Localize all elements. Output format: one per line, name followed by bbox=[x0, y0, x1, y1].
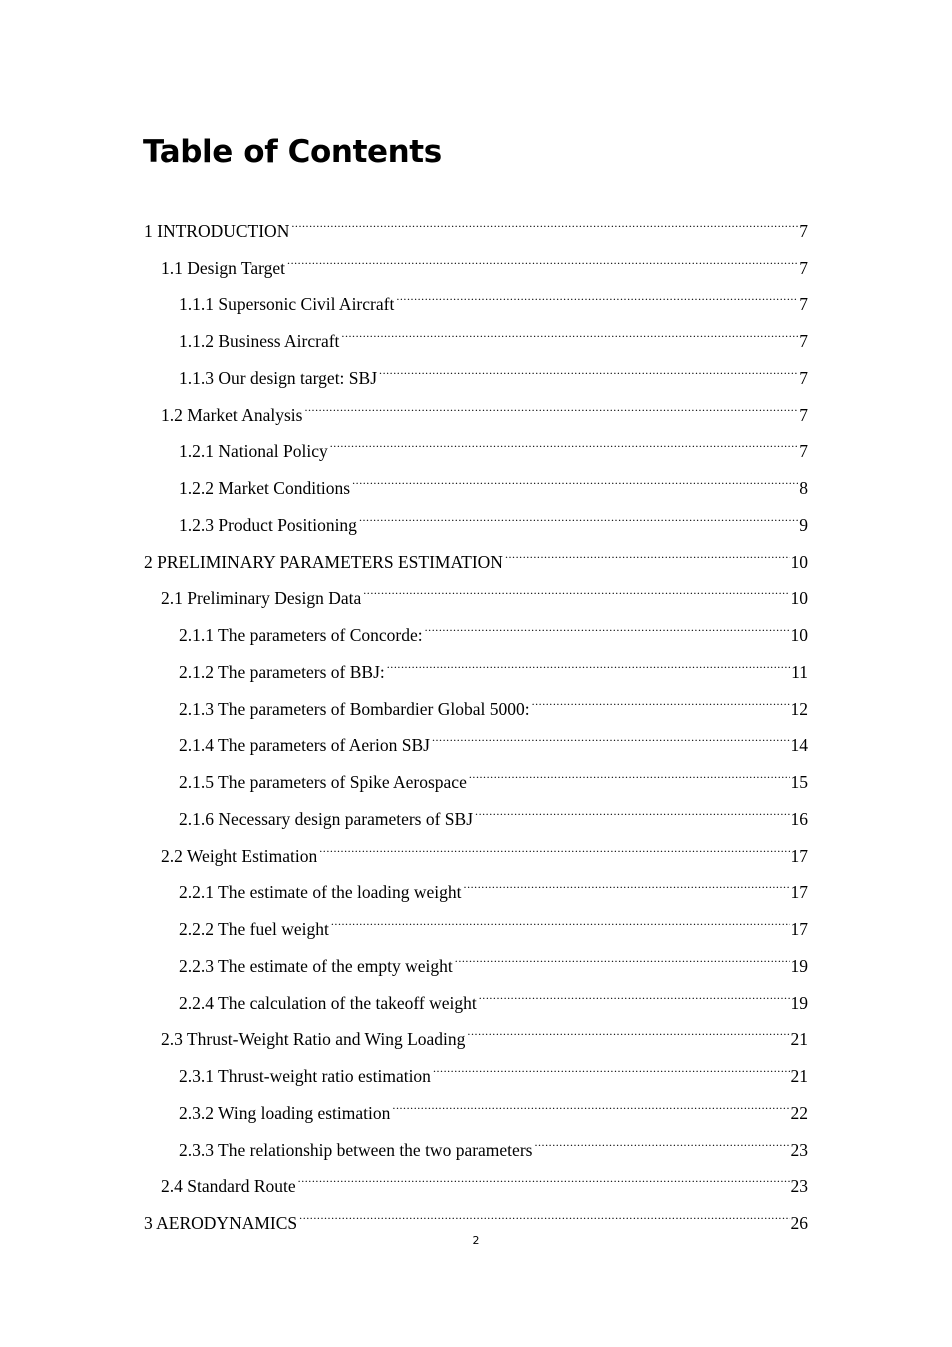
toc-entry-page-number: 9 bbox=[799, 514, 808, 535]
toc-entry-title: 2.2.1 The estimate of the loading weight bbox=[179, 882, 462, 903]
dot-leader bbox=[352, 457, 798, 494]
toc-entry-title: 2.1.3 The parameters of Bombardier Global 5000: bbox=[179, 698, 530, 719]
table-of-contents bbox=[144, 200, 808, 1233]
toc-entry-page-number: 7 bbox=[799, 441, 808, 462]
toc-entry-title: 1.1.2 Business Aircraft bbox=[179, 331, 340, 351]
toc-entry-page-number: 23 bbox=[790, 1176, 808, 1197]
dot-leader bbox=[319, 825, 789, 862]
dot-leader bbox=[455, 935, 790, 972]
toc-entry-page-number: 11 bbox=[791, 661, 808, 682]
dot-leader bbox=[396, 274, 798, 311]
toc-entry-page-number: 17 bbox=[790, 882, 808, 903]
dot-leader bbox=[392, 1082, 789, 1119]
toc-entry-title: 2.2 Weight Estimation bbox=[161, 845, 318, 866]
dot-leader bbox=[469, 751, 790, 788]
dot-leader bbox=[475, 788, 789, 825]
toc-entry-page-number: 14 bbox=[790, 735, 808, 756]
toc-entry-title: 1 INTRODUCTION bbox=[144, 220, 290, 241]
toc-entry-title: 2.2.3 The estimate of the empty weight bbox=[179, 955, 453, 976]
toc-entry-page-number: 10 bbox=[790, 625, 808, 645]
toc-entry-title: 1.2.2 Market Conditions bbox=[179, 478, 351, 498]
dot-leader bbox=[532, 678, 790, 715]
toc-entry-title: 1.1 Design Target bbox=[161, 257, 286, 278]
dot-leader bbox=[387, 641, 790, 678]
toc-entry-page-number: 19 bbox=[790, 992, 808, 1013]
toc-entry-title: 2.2.2 The fuel weight bbox=[179, 919, 329, 939]
toc-entry-page-number: 16 bbox=[790, 808, 808, 829]
dot-leader bbox=[432, 715, 790, 752]
dot-leader bbox=[479, 972, 790, 1009]
toc-entry-page-number: 26 bbox=[790, 1213, 808, 1233]
dot-leader bbox=[330, 421, 799, 458]
toc-entry-title: 2.1.1 The parameters of Concorde: bbox=[179, 625, 423, 645]
toc-entry-title: 2.1.6 Necessary design parameters of SBJ bbox=[179, 808, 474, 829]
toc-entry-page-number: 12 bbox=[790, 698, 808, 719]
toc-entry-title: 2.3.2 Wing loading estimation bbox=[179, 1102, 391, 1123]
toc-entry-page-number: 19 bbox=[790, 955, 808, 976]
toc-entry-page-number: 8 bbox=[799, 478, 808, 498]
toc-entry-title: 2.1.4 The parameters of Aerion SBJ bbox=[179, 735, 430, 756]
toc-entry[interactable] bbox=[144, 200, 808, 241]
dot-leader bbox=[287, 237, 798, 274]
toc-entry-page-number: 21 bbox=[790, 1029, 808, 1050]
dot-leader bbox=[379, 347, 798, 384]
toc-entry-title: 1.2.3 Product Positioning bbox=[179, 514, 357, 535]
toc-entry-title: 2 PRELIMINARY PARAMETERS ESTIMATION bbox=[144, 551, 503, 572]
toc-entry-page-number: 22 bbox=[790, 1102, 808, 1123]
toc-entry-page-number: 17 bbox=[790, 845, 808, 866]
toc-entry-title: 2.1.5 The parameters of Spike Aerospace bbox=[179, 772, 467, 792]
dot-leader bbox=[341, 310, 798, 347]
toc-entry-page-number: 7 bbox=[799, 404, 808, 425]
toc-entry-page-number: 17 bbox=[790, 919, 808, 939]
page-number: 2 bbox=[472, 1234, 480, 1247]
toc-entry-title: 1.2 Market Analysis bbox=[161, 404, 303, 425]
toc-entry-title: 2.3.3 The relationship between the two parameters bbox=[179, 1139, 533, 1160]
toc-entry-title: 1.1.1 Supersonic Civil Aircraft bbox=[179, 294, 395, 315]
toc-entry-title: 2.1 Preliminary Design Data bbox=[161, 588, 362, 609]
toc-entry-title: 3 AERODYNAMICS bbox=[144, 1213, 298, 1233]
toc-entry-page-number: 7 bbox=[799, 331, 808, 351]
toc-entry-page-number: 10 bbox=[790, 551, 808, 572]
toc-entry-page-number: 7 bbox=[799, 367, 808, 388]
toc-entry-page-number: 7 bbox=[799, 257, 808, 278]
page-title: Table of Contents bbox=[143, 134, 442, 170]
toc-entry-title: 2.3 Thrust-Weight Ratio and Wing Loading bbox=[161, 1029, 466, 1050]
dot-leader bbox=[505, 531, 790, 568]
dot-leader bbox=[425, 604, 790, 641]
dot-leader bbox=[299, 1192, 789, 1229]
toc-entry-title: 1.2.1 National Policy bbox=[179, 441, 328, 462]
toc-entry-page-number: 7 bbox=[799, 294, 808, 315]
dot-leader bbox=[467, 1009, 789, 1046]
toc-entry-title: 2.4 Standard Route bbox=[161, 1176, 296, 1197]
dot-leader bbox=[433, 1045, 790, 1082]
dot-leader bbox=[534, 1119, 789, 1156]
toc-entry-page-number: 23 bbox=[790, 1139, 808, 1160]
toc-entry-page-number: 21 bbox=[790, 1066, 808, 1086]
toc-entry-page-number: 10 bbox=[790, 588, 808, 609]
toc-entry-page-number: 15 bbox=[790, 772, 808, 792]
dot-leader bbox=[363, 568, 789, 605]
dot-leader bbox=[331, 898, 790, 935]
toc-entry-title: 1.1.3 Our design target: SBJ bbox=[179, 367, 378, 388]
toc-entry-title: 2.3.1 Thrust-weight ratio estimation bbox=[179, 1066, 431, 1086]
toc-entry-title: 2.2.4 The calculation of the takeoff weight bbox=[179, 992, 477, 1013]
dot-leader bbox=[359, 494, 798, 531]
dot-leader bbox=[298, 1156, 790, 1193]
dot-leader bbox=[304, 384, 798, 421]
toc-entry-title: 2.1.2 The parameters of BBJ: bbox=[179, 661, 385, 682]
dot-leader bbox=[291, 200, 798, 237]
dot-leader bbox=[464, 862, 790, 899]
toc-entry-page-number: 7 bbox=[799, 220, 808, 241]
